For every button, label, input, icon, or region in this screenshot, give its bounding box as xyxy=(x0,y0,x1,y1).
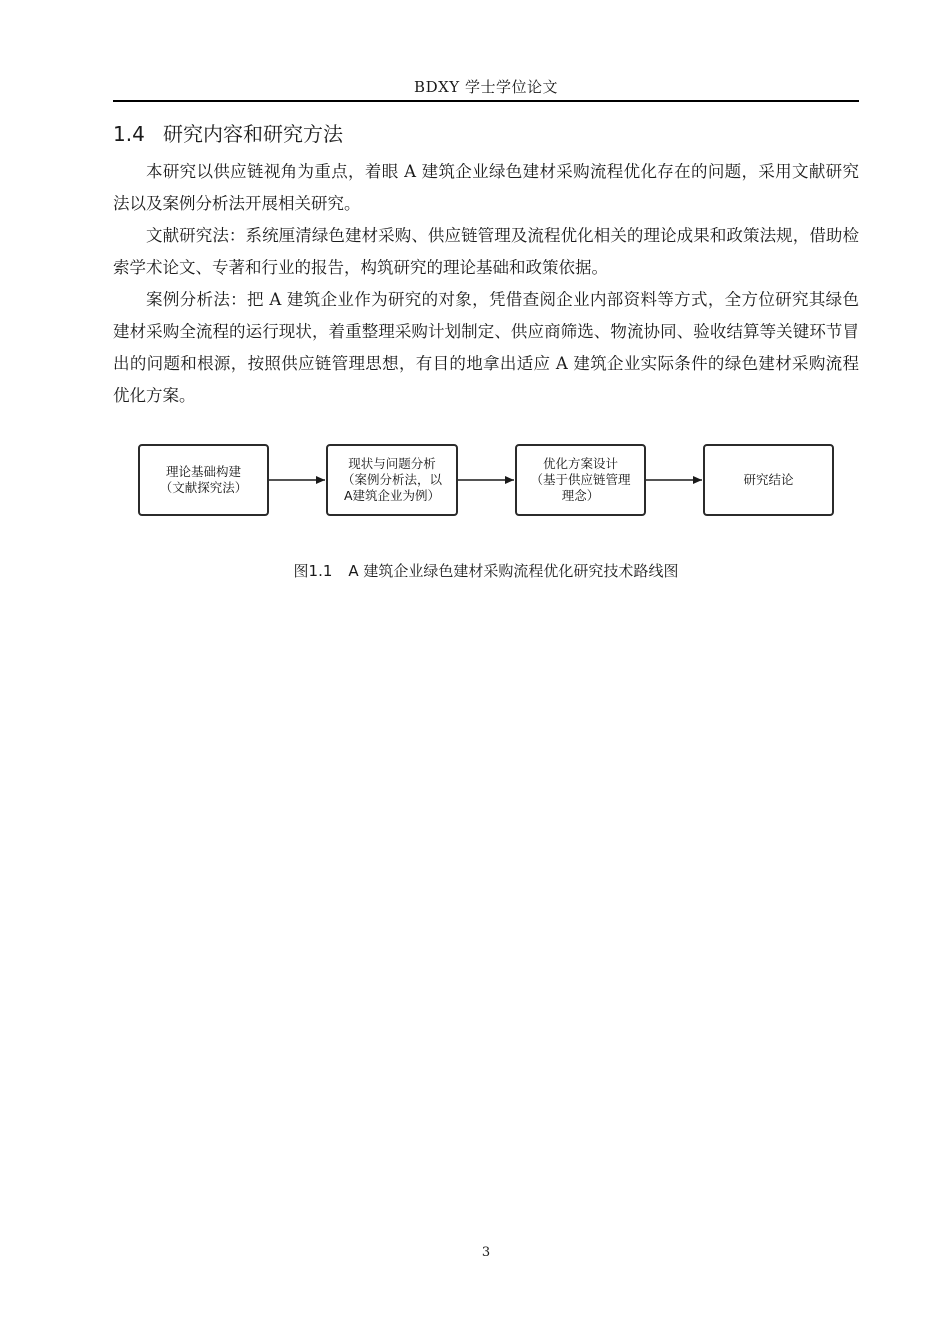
page-number: 3 xyxy=(481,1245,491,1260)
technical-route-flowchart xyxy=(128,436,844,528)
section-title: 研究内容和研究方法 xyxy=(163,122,343,146)
header-rule xyxy=(113,100,859,102)
figure-caption-text: A 建筑企业绿色建材采购流程优化研究技术路线图 xyxy=(348,562,679,580)
paragraph-intro: 本研究以供应链视角为重点，着眼 A 建筑企业绿色建材采购流程优化存在的问题，采用文献研究法以及案例分析法开展相关研究。 xyxy=(113,162,859,213)
paragraph-literature-method: 文献研究法：系统厘清绿色建材采购、供应链管理及流程优化相关的理论成果和政策法规，借助检索学术论文、专著和行业的报告，构筑研究的理论基础和政策依据。 xyxy=(113,226,859,277)
section-number: 1.4 xyxy=(113,122,145,146)
flow-step-theory: 理论基础构建 （文献探究法） xyxy=(138,444,269,516)
body-text xyxy=(113,156,859,412)
figure-number: 图1.1 xyxy=(293,562,333,580)
flow-step-status-analysis: 现状与问题分析 （案例分析法，以 A建筑企业为例） xyxy=(326,444,458,516)
flow-step-optimization-design: 优化方案设计 （基于供应链管理 理念） xyxy=(515,444,646,516)
paragraph-case-method: 案例分析法：把 A 建筑企业作为研究的对象，凭借查阅企业内部资料等方式，全方位研究其绿色建材采购全流程的运行现状，着重整理采购计划制定、供应商筛选、物流协同、验收结算等关键环节冒出的问题和根源，按照供应链管理思想，有目的地拿出适应 A 建筑企业实际条件的绿色建材采购流程优化方案。 xyxy=(113,290,859,405)
section-heading xyxy=(113,118,343,147)
figure-caption xyxy=(113,560,859,581)
flow-step-conclusion: 研究结论 xyxy=(703,444,834,516)
running-header: BDXY 学士学位论文 xyxy=(414,78,558,96)
